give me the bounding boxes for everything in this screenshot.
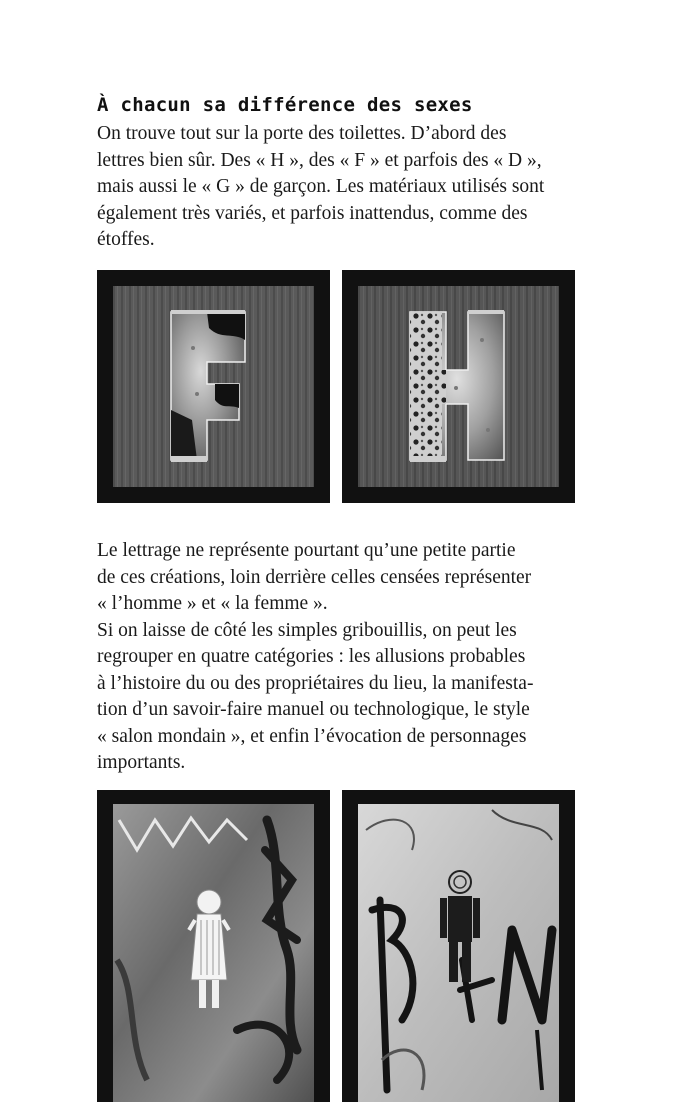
text-line: tion d’un savoir-faire manuel ou technologique, le style: [97, 699, 530, 720]
text-line: à l’histoire du ou des propriétaires du lieu, la manifesta-: [97, 672, 534, 694]
text-line: également très variés, et parfois inattendus, comme des: [97, 202, 528, 224]
photo-man-figure: [342, 790, 575, 1102]
text-line: de ces créations, loin derrière celles censées représenter: [97, 566, 532, 588]
photo-woman-figure: [97, 790, 330, 1102]
text-line: regrouper en quatre catégories : les allusions probables: [97, 646, 526, 667]
text-line: mais aussi le « G » de garçon. Les matériaux utilisés sont: [97, 176, 545, 197]
leopard-patch: [410, 312, 446, 460]
text-line: étoffes.: [97, 229, 155, 250]
text-line: Si on laisse de côté les simples gribouillis, on peut les: [97, 619, 517, 641]
section-heading: À chacun sa différence des sexes: [97, 94, 473, 116]
text-line: importants.: [97, 752, 186, 773]
photo-letter-h: [342, 270, 575, 503]
photo-letter-f: [97, 270, 330, 503]
body-paragraph: [97, 538, 597, 777]
text-line: Le lettrage ne représente pourtant qu’une petite partie: [97, 540, 516, 561]
text-line: lettres bien sûr. Des « H », des « F » et parfois des « D »,: [97, 149, 542, 171]
intro-paragraph: [97, 121, 597, 254]
text-line: « l’homme » et « la femme ».: [97, 593, 328, 614]
text-line: « salon mondain », et enfin l’évocation de personnages: [97, 725, 527, 747]
text-line: On trouve tout sur la porte des toilettes. D’abord des: [97, 123, 507, 144]
